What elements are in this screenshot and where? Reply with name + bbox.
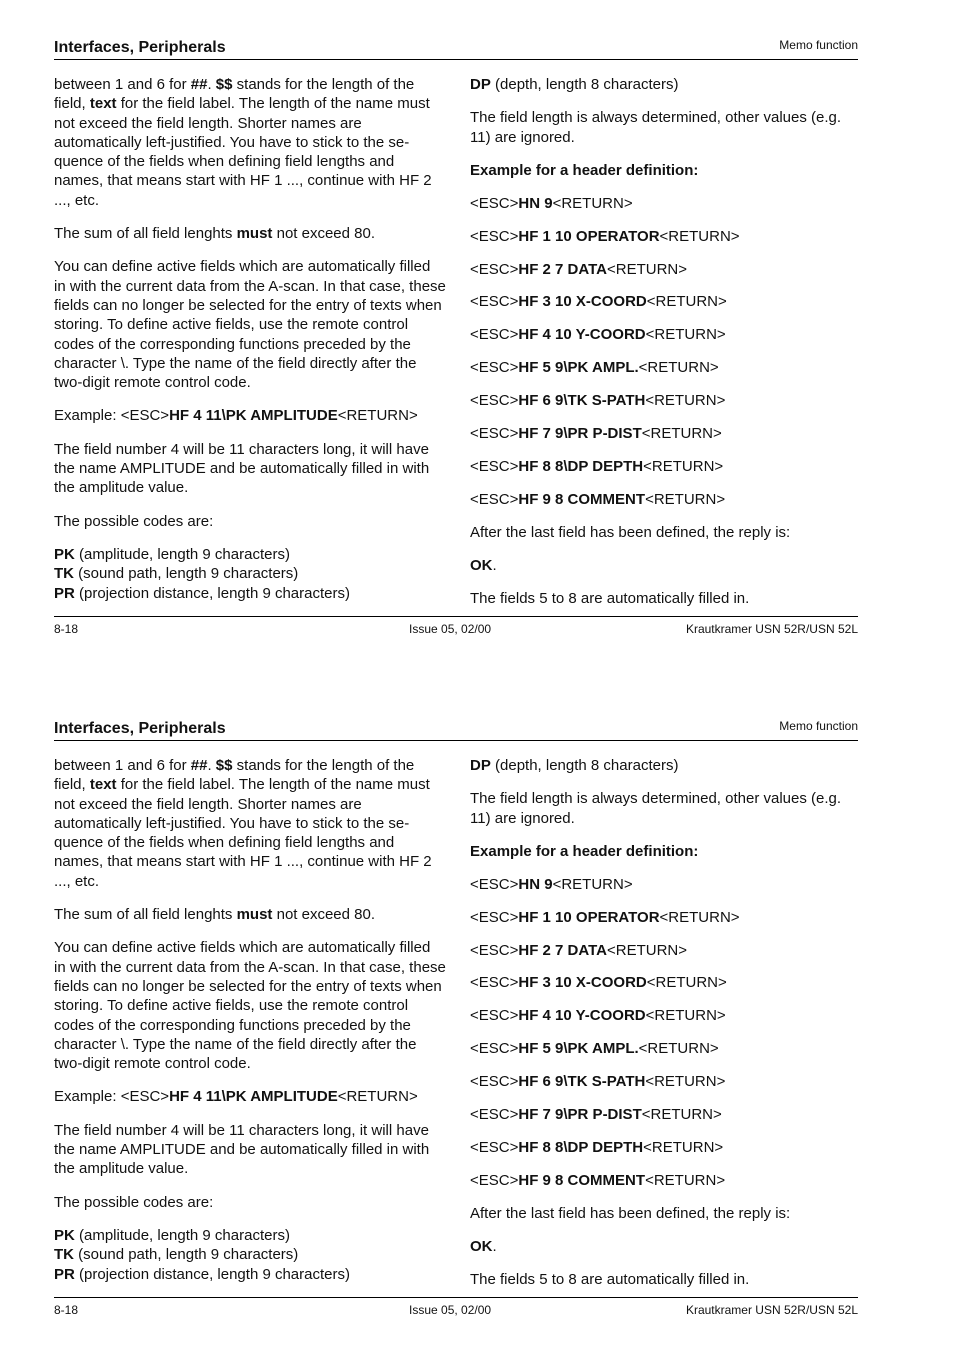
command-line: <ESC>HF 4 10 Y-COORD<RETURN>	[470, 326, 726, 344]
command-line: <ESC>HF 8 8\DP DEPTH<RETURN>	[470, 1138, 724, 1156]
paragraph-explanation: The field number 4 will be 11 characters long, it will have the name AMPLITUDE and be automatically filled in with the amplitude value.	[54, 1121, 430, 1178]
code-list-item: PK (amplitude, length 9 characters)	[54, 1226, 290, 1244]
paragraph-autofill: The fields 5 to 8 are automatically filled in.	[470, 1271, 750, 1289]
header-section: Memo function	[779, 719, 858, 733]
header-rule	[54, 740, 858, 741]
command-line: <ESC>HF 2 7 DATA<RETURN>	[470, 941, 688, 959]
footer-issue: Issue 05, 02/00	[409, 1303, 492, 1317]
footer-rule	[54, 616, 858, 617]
paragraph-example: Example: <ESC>HF 4 11\PK AMPLITUDE<RETURN>	[54, 407, 418, 425]
command-line: <ESC>HF 4 10 Y-COORD<RETURN>	[470, 1007, 726, 1025]
paragraph-field-lengths: between 1 and 6 for ##. $$ stands for the length of the field, text for the field label. The length of the name must not exceed the field length. Shorter names are automatically left-justified. You have to stick to the se-quence of the fields when defining field lengths and names, that means start with HF 1 ..., continue with HF 2 ..., etc.	[54, 757, 432, 890]
page-1	[0, 0, 954, 675]
command-line: <ESC>HN 9<RETURN>	[470, 194, 633, 212]
header-title: Interfaces, Peripherals	[54, 720, 226, 737]
left-column	[54, 75, 446, 603]
example-heading: Example for a header definition:	[470, 161, 699, 179]
header-section: Memo function	[779, 38, 858, 52]
paragraph-field-length-note: The field length is always determined, other values (e.g. 11) are ignored.	[470, 790, 842, 827]
footer-product: Krautkramer USN 52R/USN 52L	[685, 622, 858, 636]
paragraph-example: Example: <ESC>HF 4 11\PK AMPLITUDE<RETURN>	[54, 1088, 418, 1106]
command-line: <ESC>HF 7 9\PR P-DIST<RETURN>	[470, 425, 722, 443]
command-line: <ESC>HF 5 9\PK AMPL.<RETURN>	[470, 359, 719, 377]
footer-rule	[54, 1297, 858, 1298]
code-list-item: PR (projection distance, length 9 characters)	[54, 584, 350, 602]
footer-page-number: 8-18	[54, 622, 79, 636]
paragraph-autofill: The fields 5 to 8 are automatically filled in.	[470, 590, 750, 608]
code-list-item: TK (sound path, length 9 characters)	[54, 565, 299, 583]
code-list-item: PK (amplitude, length 9 characters)	[54, 545, 290, 563]
paragraph-codes-intro: The possible codes are:	[54, 1193, 214, 1211]
command-line: <ESC>HF 1 10 OPERATOR<RETURN>	[470, 227, 740, 245]
page-2	[0, 681, 954, 1356]
reply-ok: OK.	[470, 1237, 497, 1255]
paragraph-field-length-note: The field length is always determined, other values (e.g. 11) are ignored.	[470, 109, 842, 146]
paragraph-explanation: The field number 4 will be 11 characters long, it will have the name AMPLITUDE and be automatically filled in with the amplitude value.	[54, 440, 430, 497]
left-column	[54, 756, 446, 1284]
command-line: <ESC>HN 9<RETURN>	[470, 875, 633, 893]
command-line: <ESC>HF 5 9\PK AMPL.<RETURN>	[470, 1040, 719, 1058]
command-line: <ESC>HF 9 8 COMMENT<RETURN>	[470, 1171, 726, 1189]
footer-page-number: 8-18	[54, 1303, 79, 1317]
reply-ok: OK.	[470, 556, 497, 574]
footer-issue: Issue 05, 02/00	[409, 622, 492, 636]
command-list	[470, 875, 858, 1190]
command-line: <ESC>HF 9 8 COMMENT<RETURN>	[470, 490, 726, 508]
command-line: <ESC>HF 6 9\TK S-PATH<RETURN>	[470, 1073, 726, 1091]
code-list-item: DP (depth, length 8 characters)	[470, 76, 679, 93]
paragraph-codes-intro: The possible codes are:	[54, 512, 214, 530]
header-title: Interfaces, Peripherals	[54, 39, 226, 56]
right-column	[470, 75, 858, 623]
header-rule	[54, 59, 858, 60]
command-line: <ESC>HF 1 10 OPERATOR<RETURN>	[470, 908, 740, 926]
paragraph-active-fields: You can define active fields which are automatically filled in with the current data from the A-scan. In that case, these fields can no longer be selected for the entry of texts when storing. To define active fields, use the remote control codes of the corresponding functions preceded by the character \. Type the name of the field directly after the two-digit remote control code.	[54, 939, 446, 1073]
command-line: <ESC>HF 2 7 DATA<RETURN>	[470, 260, 688, 278]
command-line: <ESC>HF 6 9\TK S-PATH<RETURN>	[470, 392, 726, 410]
command-line: <ESC>HF 3 10 X-COORD<RETURN>	[470, 293, 727, 311]
paragraph-sum: The sum of all field lenghts must not exceed 80.	[54, 225, 376, 243]
command-list	[470, 194, 858, 509]
command-line: <ESC>HF 8 8\DP DEPTH<RETURN>	[470, 457, 724, 475]
footer-product: Krautkramer USN 52R/USN 52L	[685, 1303, 858, 1317]
command-line: <ESC>HF 3 10 X-COORD<RETURN>	[470, 974, 727, 992]
paragraph-reply-intro: After the last field has been defined, the reply is:	[470, 1204, 791, 1222]
paragraph-field-lengths: between 1 and 6 for ##. $$ stands for the length of the field, text for the field label. The length of the name must not exceed the field length. Shorter names are automatically left-justified. You have to stick to the se-quence of the fields when defining field lengths and names, that means start with HF 1 ..., continue with HF 2 ..., etc.	[54, 76, 432, 209]
example-heading: Example for a header definition:	[470, 842, 699, 860]
command-line: <ESC>HF 7 9\PR P-DIST<RETURN>	[470, 1106, 722, 1124]
paragraph-sum: The sum of all field lenghts must not exceed 80.	[54, 906, 376, 924]
code-list-item: TK (sound path, length 9 characters)	[54, 1246, 299, 1264]
right-column	[470, 756, 858, 1304]
paragraph-active-fields: You can define active fields which are automatically filled in with the current data from the A-scan. In that case, these fields can no longer be selected for the entry of texts when storing. To define active fields, use the remote control codes of the corresponding functions preceded by the character \. Type the name of the field directly after the two-digit remote control code.	[54, 258, 446, 392]
code-list-item: DP (depth, length 8 characters)	[470, 757, 679, 774]
code-list-item: PR (projection distance, length 9 characters)	[54, 1265, 350, 1283]
paragraph-reply-intro: After the last field has been defined, the reply is:	[470, 523, 791, 541]
